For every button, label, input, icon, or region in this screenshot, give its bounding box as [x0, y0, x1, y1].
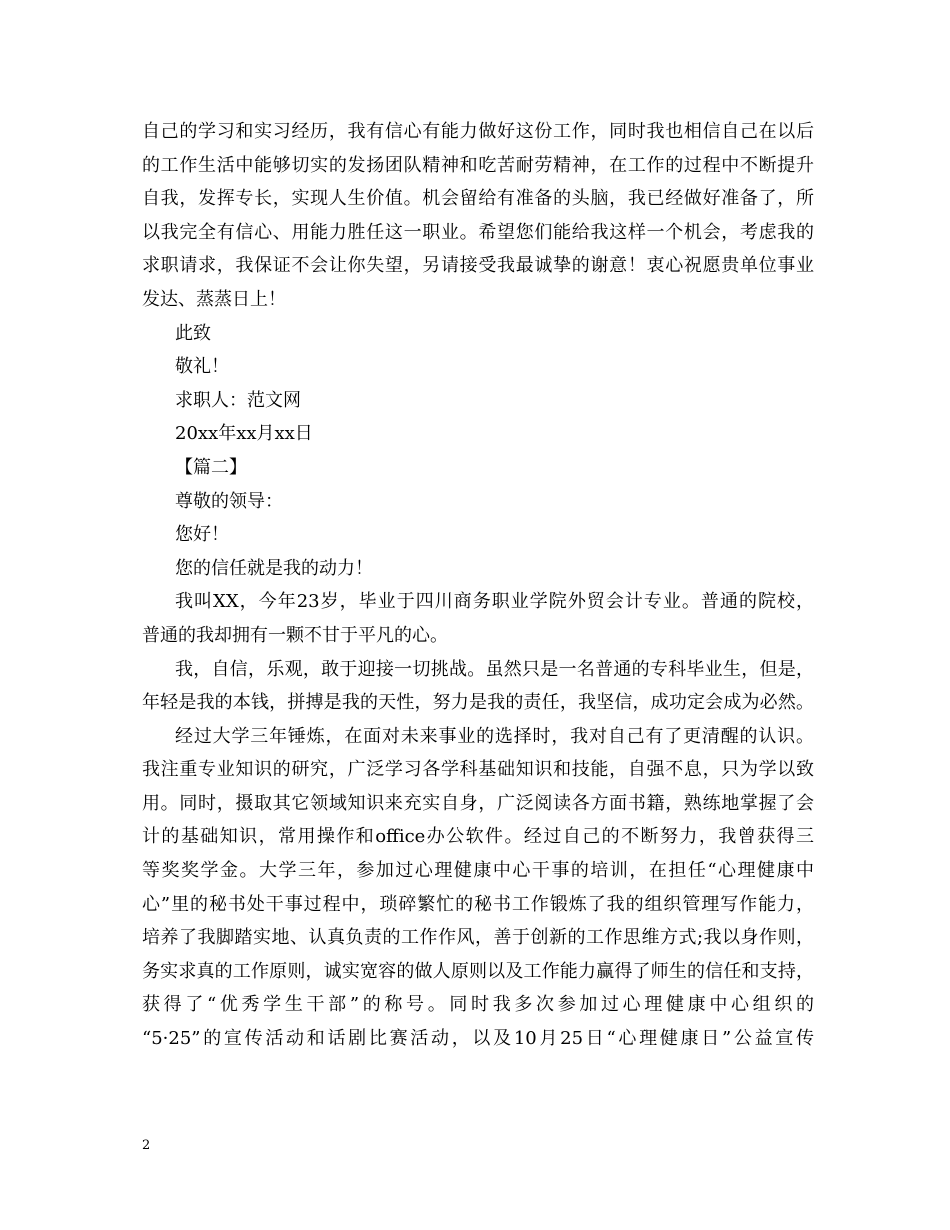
text-line: 心”里的秘书处干事过程中，琐碎繁忙的秘书工作锻炼了我的组织管理写作能力， — [142, 893, 814, 915]
text-line: 培养了我脚踏实地、认真负责的工作作风，善于创新的工作思维方式;我以身作则， — [142, 927, 814, 949]
text-line: 尊敬的领导： — [175, 490, 283, 512]
text-line: 务实求真的工作原则，诚实宽容的做人原则以及工作能力赢得了师生的信任和支持， — [142, 960, 814, 982]
text-line: 我，自信，乐观，敢于迎接一切挑战。虽然只是一名普通的专科毕业生，但是， — [175, 658, 814, 680]
text-line: 经过大学三年锤炼，在面对未来事业的选择时，我对自己有了更清醒的认识。 — [175, 725, 814, 747]
text-line: 求职请求，我保证不会让你失望，另请接受我最诚挚的谢意！衷心祝愿贵单位事业 — [142, 255, 814, 277]
text-line: 我叫XX，今年23岁，毕业于四川商务职业学院外贸会计专业。普通的院校， — [175, 591, 814, 613]
body-text — [142, 115, 814, 1056]
text-line: 的工作生活中能够切实的发扬团队精神和吃苦耐劳精神，在工作的过程中不断提升 — [142, 154, 814, 176]
text-line: 用。同时，摄取其它领域知识来充实自身，广泛阅读各方面书籍，熟练地掌握了会 — [142, 792, 814, 814]
text-line: 您的信任就是我的动力！ — [175, 557, 373, 579]
text-line: 求职人：范文网 — [175, 389, 301, 411]
text-line: “5·25”的宣传活动和话剧比赛活动，以及10月25日“心理健康日”公益宣传 — [142, 1028, 814, 1050]
text-line: 发达、蒸蒸日上！ — [142, 288, 286, 310]
text-line: 以我完全有信心、用能力胜任这一职业。希望您们能给我这样一个机会，考虑我的 — [142, 221, 814, 243]
text-line: 20xx年xx月xx日 — [175, 423, 313, 445]
text-line: 获得了“优秀学生干部”的称号。同时我多次参加过心理健康中心组织的 — [142, 994, 814, 1016]
text-line: 自我，发挥专长，实现人生价值。机会留给有准备的头脑，我已经做好准备了，所 — [142, 188, 814, 210]
page-number: 2 — [142, 1138, 151, 1153]
text-line: 计的基础知识，常用操作和office办公软件。经过自己的不断努力，我曾获得三 — [142, 826, 814, 848]
text-line: 自己的学习和实习经历，我有信心有能力做好这份工作，同时我也相信自己在以后 — [142, 121, 814, 142]
text-line: 敬礼！ — [175, 356, 229, 378]
text-line: 您好！ — [175, 524, 229, 546]
text-line: 【篇二】 — [175, 456, 247, 478]
text-line: 此致 — [175, 322, 211, 344]
text-line: 年轻是我的本钱，拼搏是我的天性，努力是我的责任，我坚信，成功定会成为必然。 — [142, 692, 814, 714]
text-line: 等奖奖学金。大学三年，参加过心理健康中心干事的培训，在担任“心理健康中 — [142, 860, 814, 882]
text-line: 我注重专业知识的研究，广泛学习各学科基础知识和技能，自强不息，只为学以致 — [142, 759, 814, 781]
text-line: 普通的我却拥有一颗不甘于平凡的心。 — [142, 624, 448, 646]
